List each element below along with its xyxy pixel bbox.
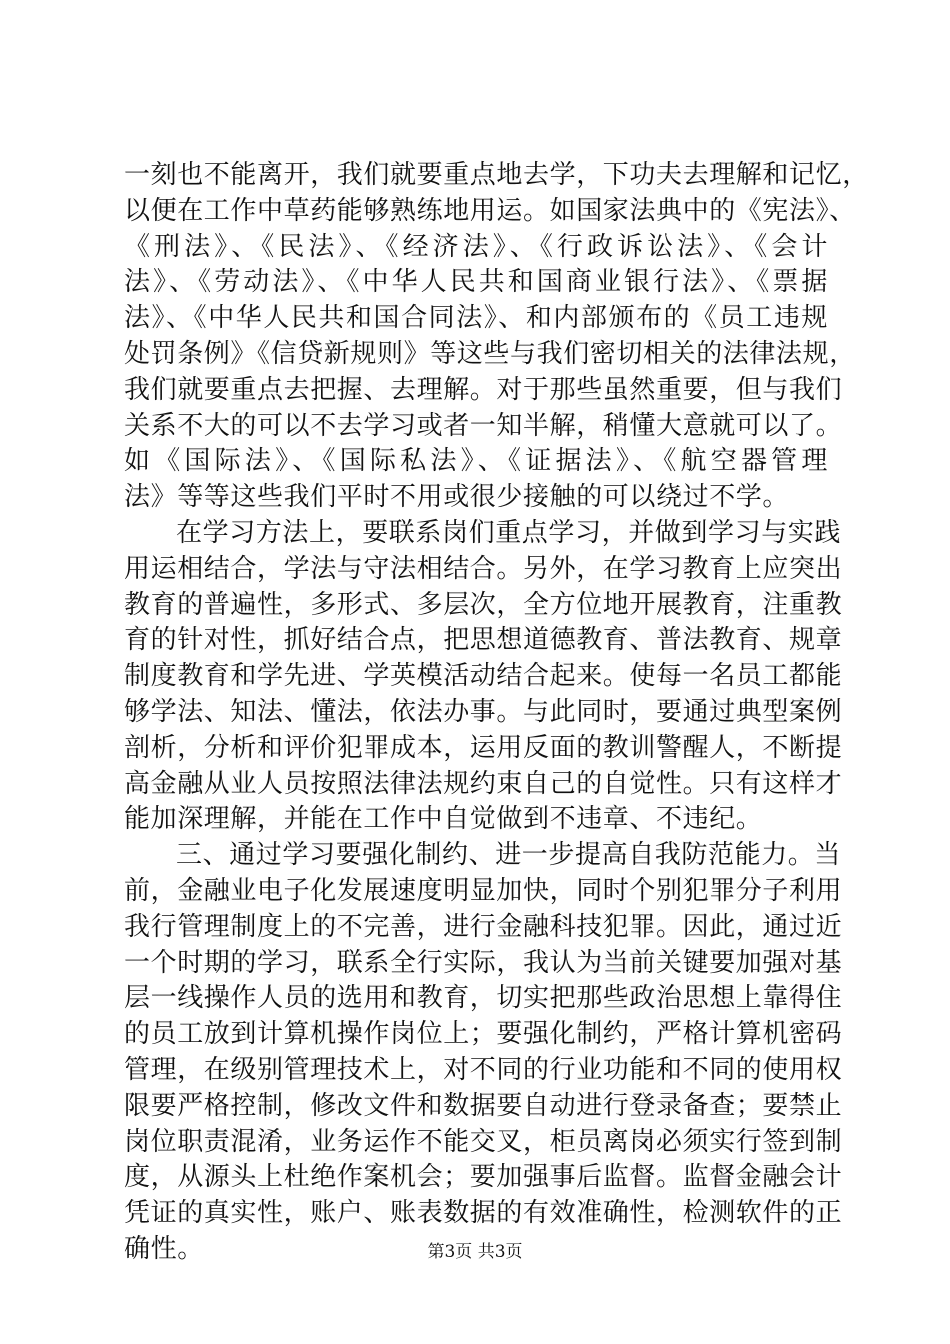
text-line: 处罚条例》《信贷新规则》等这些与我们密切相关的法律法规， (124, 338, 856, 369)
text-line: 制度教育和学先进、学英模活动结合起来。使每一名员工都能 (124, 661, 843, 692)
text-line: 够学法、知法、懂法，依法办事。与此同时，要通过典型案例 (124, 696, 843, 727)
text-line: 凭证的真实性，账户、账表数据的有效准确性，检测软件的正 (124, 1198, 843, 1229)
text-line: 我行管理制度上的不完善，进行金融科技犯罪。因此，通过近 (124, 911, 843, 942)
text-line: 如《国际法》、《国际私法》、《证据法》、《航空器管理 (124, 446, 828, 477)
text-line: 确性。 (124, 1233, 204, 1264)
text-line: 法》、《劳动法》、《中华人民共和国商业银行法》、《票据 (124, 267, 828, 298)
paragraph (124, 158, 869, 516)
text-line: 的员工放到计算机操作岗位上；要强化制约，严格计算机密码 (124, 1019, 843, 1050)
text-line: 法》等等这些我们平时不用或很少接触的可以绕过不学。 (124, 482, 790, 513)
text-line: 度，从源头上杜绝作案机会；要加强事后监督。监督金融会计 (124, 1162, 843, 1193)
text-line: 在学习方法上，要联系岗们重点学习，并做到学习与实践 (176, 517, 842, 548)
text-line: 我们就要重点去把握、去理解。对于那些虽然重要，但与我们 (124, 374, 843, 405)
text-line: 三、通过学习要强化制约、进一步提高自我防范能力。当 (176, 840, 842, 871)
text-line: 法》、《中华人民共和国合同法》、和内部颁布的《员工违规 (124, 303, 828, 334)
text-line: 剖析，分析和评价犯罪成本，运用反面的教训警醒人，不断提 (124, 732, 843, 763)
text-line: 用运相结合，学法与守法相结合。另外，在学习教育上应突出 (124, 553, 843, 584)
text-line: 一刻也不能离开，我们就要重点地去学，下功夫去理解和记忆， (124, 160, 869, 190)
document-body (124, 158, 869, 1268)
paragraph (124, 838, 843, 1268)
text-line: 能加深理解，并能在工作中自觉做到不违章、不违纪。 (124, 804, 763, 835)
text-line: 《刑法》、《民法》、《经济法》、《行政诉讼法》、《会计 (124, 231, 828, 262)
text-line: 育的针对性，抓好结合点，把思想道德教育、普法教育、规章 (124, 625, 843, 656)
text-line: 高金融从业人员按照法律法规约束自己的自觉性。只有这样才 (124, 768, 843, 799)
text-line: 层一线操作人员的选用和教育，切实把那些政治思想上靠得住 (124, 983, 843, 1014)
text-line: 限要严格控制，修改文件和数据要自动进行登录备查；要禁止 (124, 1090, 843, 1121)
text-line: 关系不大的可以不去学习或者一知半解，稍懂大意就可以了。 (124, 410, 843, 441)
text-line: 前，金融业电子化发展速度明显加快，同时个别犯罪分子利用 (124, 875, 843, 906)
text-line: 以便在工作中草药能够熟练地用运。如国家法典中的《宪法》、 (124, 195, 856, 226)
text-line: 一个时期的学习，联系全行实际，我认为当前关键要加强对基 (124, 947, 843, 978)
text-line: 管理，在级别管理技术上，对不同的行业功能和不同的使用权 (124, 1054, 843, 1085)
text-line: 教育的普遍性，多形式、多层次，全方位地开展教育，注重教 (124, 589, 843, 620)
paragraph (124, 516, 843, 838)
page-footer: 第3页 共3页 (427, 1242, 523, 1262)
text-line: 岗位职责混淆，业务运作不能交叉，柜员离岗必须实行签到制 (124, 1126, 843, 1157)
